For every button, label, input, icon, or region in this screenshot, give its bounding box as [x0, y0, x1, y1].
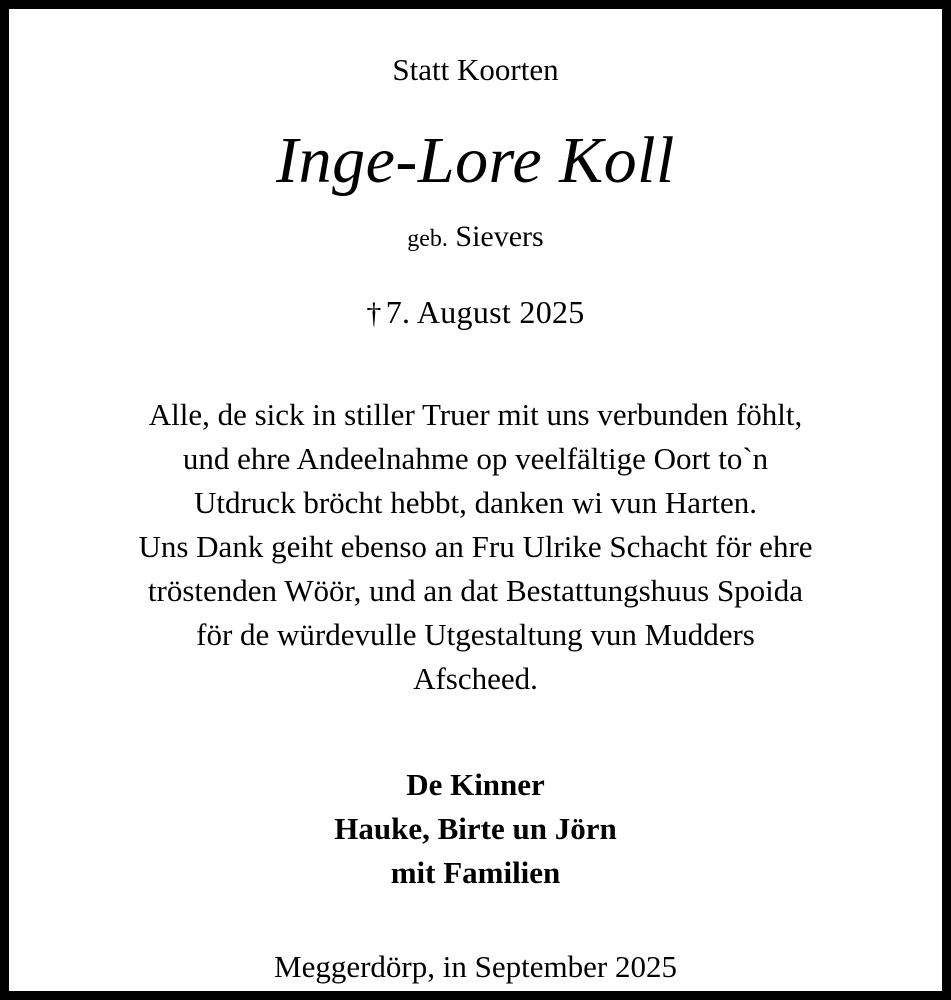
- body-line: Afscheed.: [413, 660, 538, 696]
- death-date-line: [366, 294, 584, 331]
- place-and-date: Meggerdörp, in September 2025: [274, 948, 677, 984]
- body-line: Uns Dank geiht ebenso an Fru Ulrike Schacht för ehre: [138, 528, 813, 564]
- cross-icon: †: [366, 296, 382, 330]
- maiden-name-line: [407, 220, 543, 254]
- body-line: und ehre Andeelnahme op veelfältige Oort to`n: [182, 440, 769, 476]
- body-line: Alle, de sick in stiller Truer mit uns verbunden föhlt,: [148, 396, 803, 432]
- signature-block: [334, 763, 616, 895]
- signature-line: mit Familien: [390, 854, 561, 890]
- body-line: för de würdevulle Utgestaltung vun Mudders: [196, 616, 755, 652]
- maiden-name-value: Sievers: [455, 219, 544, 253]
- maiden-name-prefix: geb.: [407, 225, 448, 252]
- signature-line: De Kinner: [406, 766, 545, 802]
- thank-you-text: [138, 393, 812, 701]
- preamble-text: Statt Koorten: [392, 52, 559, 87]
- body-line: tröstenden Wöör, und an dat Bestattungshuus Spoida: [147, 572, 804, 608]
- deceased-name: Inge-Lore Koll: [276, 124, 675, 198]
- body-line: Utdruck bröcht hebbt, danken wi vun Harten.: [193, 484, 757, 520]
- signature-line: Hauke, Birte un Jörn: [334, 810, 617, 846]
- death-date-value: 7. August 2025: [385, 293, 585, 330]
